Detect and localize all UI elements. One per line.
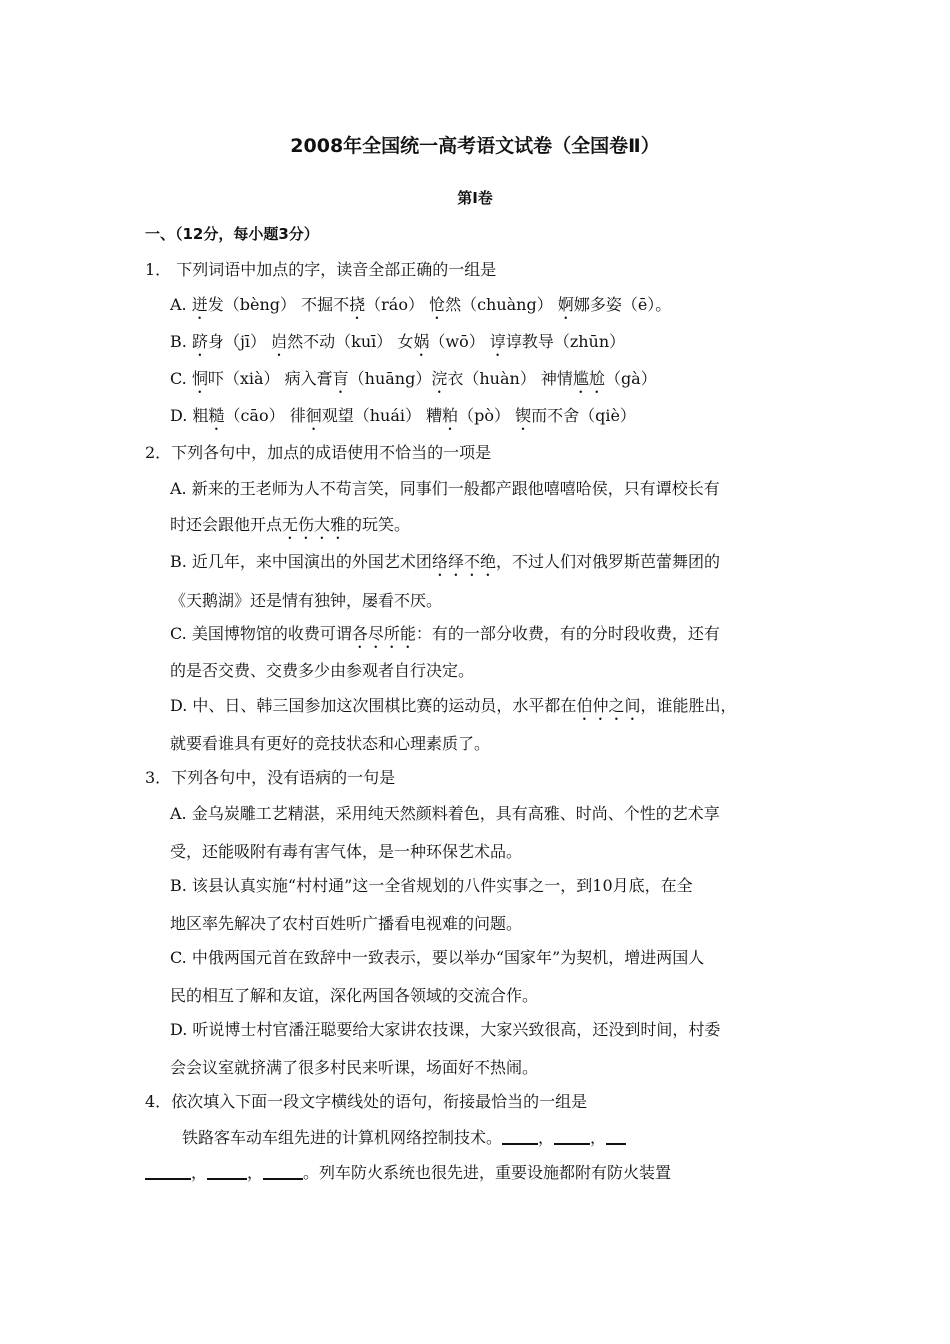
question-4-stem: 4．依次填入下面一段文字横线处的语句，衔接最恰当的一组是 (145, 1092, 588, 1111)
question-1-option-b: B. 跻身（jī） 岿然不动（kuī） 女娲（wō） 谆谆教导（zhūn） (170, 332, 626, 351)
question-3-option-c-line-1: C. 中俄两国元首在致辞中一致表示，要以举办“国家年”为契机，增进两国人 (170, 948, 705, 967)
question-3-stem: 3．下列各句中，没有语病的一句是 (145, 768, 396, 787)
question-3-option-b-line-2: 地区率先解决了农村百姓听广播看电视难的问题。 (170, 914, 523, 933)
question-2-option-a-line-2: 时还会跟他开点无伤大雅的玩笑。 (170, 515, 411, 534)
question-3-option-d-line-2: 会会议室就挤满了很多村民来听课，场面好不热闹。 (170, 1058, 539, 1077)
volume-heading: 第Ⅰ卷 (457, 189, 493, 207)
answer-blank-2 (554, 1127, 590, 1145)
page-title: 2008年全国统一高考语文试卷（全国卷Ⅱ） (290, 135, 660, 157)
answer-blank-3-end (145, 1162, 191, 1180)
question-2-option-a-line-1: A. 新来的王老师为人不苟言笑，同事们一般都产跟他嘻嘻哈侯，只有谭校长有 (170, 479, 720, 498)
question-4-passage-line-1: 铁路客车动车组先进的计算机网络控制技术。 ， ， (182, 1127, 626, 1149)
question-2-stem: 2．下列各句中，加点的成语使用不恰当的一项是 (145, 443, 492, 462)
answer-blank-4 (207, 1162, 247, 1180)
question-1-option-c: C. 恫吓（xià） 病入膏肓（huāng）浣衣（huàn） 神情尴尬（gà） (170, 369, 657, 388)
question-3-option-c-line-2: 民的相互了解和友谊，深化两国各领域的交流合作。 (170, 986, 539, 1005)
question-2-option-b-line-2: 《天鹅湖》还是情有独钟，屡看不厌。 (170, 591, 443, 610)
question-1-stem: 1． 下列词语中加点的字，读音全部正确的一组是 (145, 260, 497, 279)
question-2-option-d-line-2: 就要看谁具有更好的竞技状态和心理素质了。 (170, 734, 491, 753)
question-2-option-d-line-1: D. 中、日、韩三国参加这次围棋比赛的运动员，水平都在伯仲之间，谁能胜出， (170, 696, 737, 715)
question-2-option-c-line-1: C. 美国博物馆的收费可谓各尽所能：有的一部分收费，有的分时段收费，还有 (170, 624, 720, 643)
question-2-option-b-line-1: B. 近几年，来中国演出的外国艺术团络绎不绝，不过人们对俄罗斯芭蕾舞团的 (170, 552, 720, 571)
answer-blank-3-start (606, 1127, 626, 1145)
question-3-option-d-line-1: D. 听说博士村官潘汪聪要给大家讲农技课，大家兴致很高，还没到时间，村委 (170, 1020, 721, 1039)
question-4-passage-line-2: ， ， 。列车防火系统也很先进，重要设施都附有防火装置 (145, 1162, 671, 1184)
question-1-option-d: D. 粗糙（cāo） 徘徊观望（huái） 糟粕（pò） 锲而不舍（qiè） (170, 406, 636, 425)
question-3-option-a-line-1: A. 金乌炭雕工艺精湛，采用纯天然颜料着色，具有高雅、时尚、个性的艺术享 (170, 804, 720, 823)
question-3-option-b-line-1: B. 该县认真实施“村村通”这一全省规划的八件实事之一，到10月底，在全 (170, 876, 693, 895)
answer-blank-5 (263, 1162, 303, 1180)
answer-blank-1 (502, 1127, 538, 1145)
question-2-option-c-line-2: 的是否交费、交费多少由参观者自行决定。 (170, 661, 475, 680)
section-heading: 一、（12分，每小题3分） (145, 225, 319, 243)
question-3-option-a-line-2: 受，还能吸附有毒有害气体，是一种环保艺术品。 (170, 842, 523, 861)
question-1-option-a: A. 迸发（bèng） 不掘不挠（ráo） 怆然（chuàng） 婀娜多姿（ē）。 (170, 295, 672, 314)
